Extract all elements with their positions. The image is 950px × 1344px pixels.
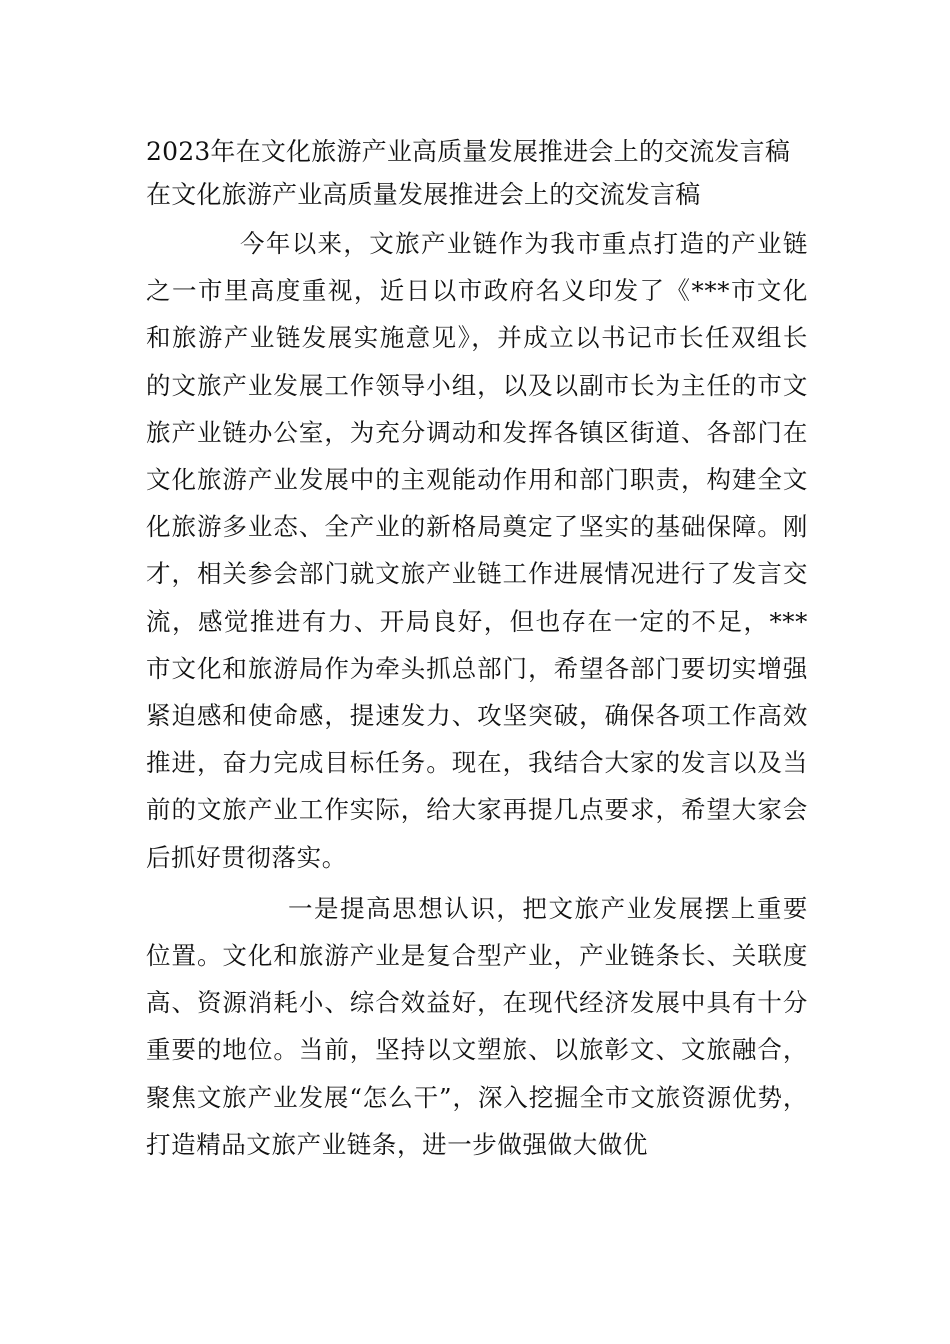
paragraph-point-one: 一是提高思想认识，把文旅产业发展摆上重要位置。文化和旅游产业是复合型产业，产业链条长、关联度高、资源消耗小、综合效益好，在现代经济发展中具有十分重要的地位。当前，坚持以文塑旅、以旅彰文、文旅融合，聚焦文旅产业发展“怎么干”，深入挖掘全市文旅资源优势，打造精品文旅产业链条，进一步做强做大做优 bbox=[146, 893, 808, 1159]
paragraph-intro: 今年以来，文旅产业链作为我市重点打造的产业链之一市里高度重视，近日以市政府名义印发了《***市文化和旅游产业链发展实施意见》，并成立以书记市长任双组长的文旅产业发展工作领导小组，以及以副市长为主任的市文旅产业链办公室，为充分调动和发挥各镇区街道、各部门在文化旅游产业发展中的主观能动作用和部门职责，构建全文化旅游多业态、全产业的新格局奠定了坚实的基础保障。刚才，相关参会部门就文旅产业链工作进展情况进行了发言交流，感觉推进有力、开局良好，但也存在一定的不足，***市文化和旅游局作为牵头抓总部门，希望各部门要切实增强紧迫感和使命感，提速发力、攻坚突破，确保各项工作高效推进，奋力完成目标任务。现在，我结合大家的发言以及当前的文旅产业工作实际，给大家再提几点要求，希望大家会后抓好贯彻落实。 bbox=[146, 229, 808, 872]
document-subtitle: 在文化旅游产业高质量发展推进会上的交流发言稿 bbox=[146, 180, 701, 209]
document-body bbox=[146, 130, 808, 1168]
document-title: 2023年在文化旅游产业高质量发展推进会上的交流发言稿 bbox=[146, 137, 791, 166]
